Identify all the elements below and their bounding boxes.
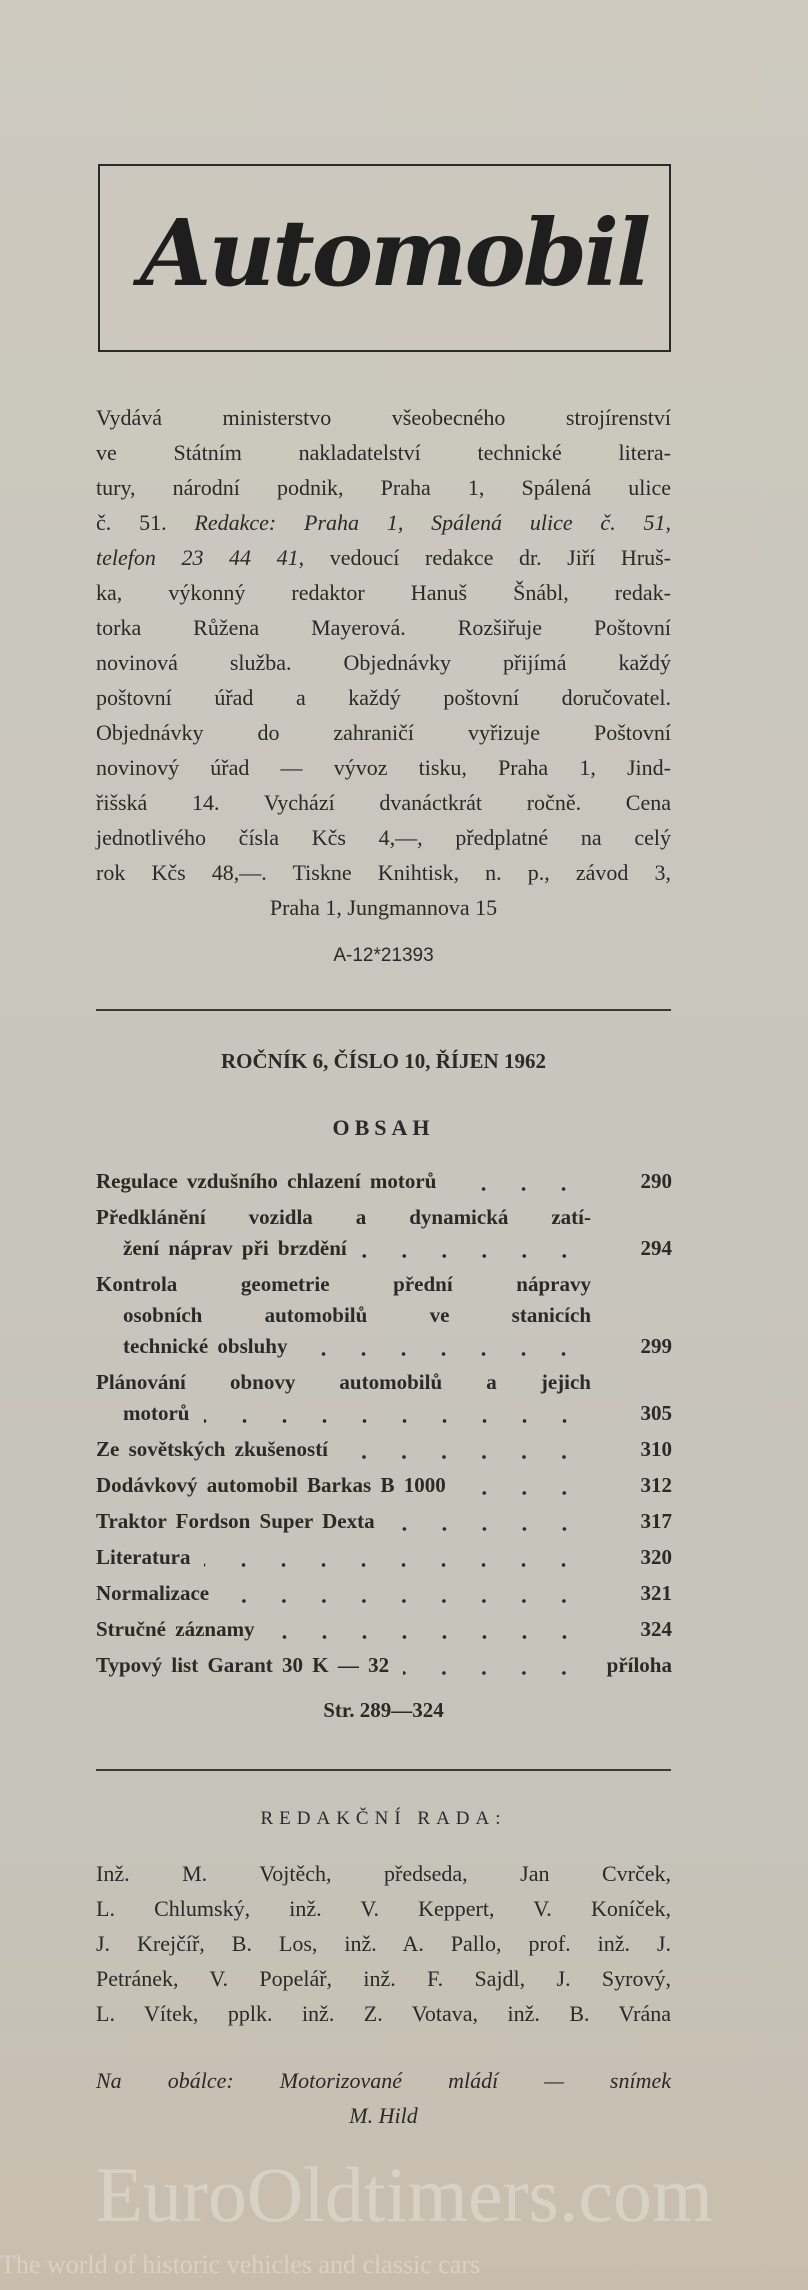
dot-leader	[450, 1166, 584, 1197]
toc-page-number: 321	[640, 1581, 672, 1605]
toc-title: Stručné záznamy	[96, 1617, 255, 1641]
imprint-line: jednotlivého čísla Kčs 4,—, předplatné na celý	[96, 825, 671, 850]
table-of-contents	[96, 1166, 672, 1686]
watermark: EuroOldtimers.com	[95, 2151, 713, 2238]
board-member-line: Petránek, V. Popelář, inž. F. Sajdl, J. Syrový,	[96, 1966, 671, 1991]
toc-entry[interactable]	[96, 1506, 672, 1537]
masthead-logo-box	[98, 164, 671, 352]
toc-line	[96, 1470, 672, 1501]
toc-page-number: 312	[640, 1473, 672, 1497]
toc-title: Traktor Fordson Super Dexta	[96, 1509, 375, 1533]
toc-page-number: 317	[640, 1509, 672, 1533]
toc-title: Typový list Garant 30 K — 32	[96, 1653, 390, 1677]
imprint-line: Praha 1, Jungmannova 15	[269, 895, 498, 920]
toc-title: Normalizace	[96, 1581, 210, 1605]
imprint-line: ka, výkonný redaktor Hanuš Šnábl, redak-	[96, 580, 671, 605]
dot-leader	[342, 1434, 584, 1465]
watermark-tagline: The world of historic vehicles and classic cars	[0, 2250, 481, 2279]
toc-page-number: 320	[640, 1545, 672, 1569]
toc-line	[96, 1233, 672, 1264]
toc-page-number: 294	[640, 1236, 672, 1260]
toc-title: technické obsluhy	[123, 1334, 288, 1358]
print-code: A-12*21393	[333, 945, 434, 966]
contents-heading: OBSAH	[332, 1115, 435, 1140]
toc-line	[96, 1650, 672, 1681]
issue-info: ROČNÍK 6, ČÍSLO 10, ŘÍJEN 1962	[221, 1049, 546, 1073]
toc-line	[96, 1166, 672, 1197]
imprint-line: Objednávky do zahraničí vyřizuje Poštovní	[96, 720, 671, 745]
toc-line	[96, 1367, 672, 1398]
toc-title: Dodávkový automobil Barkas B 1000	[96, 1473, 446, 1497]
imprint-address-italic: telefon 23 44 41	[96, 545, 299, 570]
dot-leader	[361, 1233, 584, 1264]
imprint-line: ve Státním nakladatelství technické litera-	[96, 440, 671, 465]
dot-leader	[269, 1614, 584, 1645]
dot-leader	[301, 1331, 584, 1362]
imprint-paragraph	[96, 400, 671, 925]
toc-line	[96, 1578, 672, 1609]
imprint-line: tury, národní podnik, Praha 1, Spálená ulice	[96, 475, 671, 500]
toc-line	[96, 1542, 672, 1573]
editorial-board-heading: REDAKČNÍ RADA:	[260, 1808, 507, 1829]
toc-entry[interactable]	[96, 1166, 672, 1197]
imprint-line: novinový úřad — vývoz tisku, Praha 1, Jind-	[96, 755, 671, 780]
toc-entry[interactable]	[96, 1650, 672, 1681]
toc-entry[interactable]	[96, 1269, 672, 1362]
toc-page-number: 310	[640, 1437, 672, 1461]
imprint-line	[96, 505, 671, 540]
imprint-line: rok Kčs 48,—. Tiskne Knihtisk, n. p., závod 3,	[96, 860, 671, 885]
toc-title: Plánování obnovy automobilů a jejich	[96, 1370, 591, 1394]
toc-title: Ze sovětských zkušeností	[96, 1437, 329, 1461]
toc-entry[interactable]	[96, 1578, 672, 1609]
toc-entry[interactable]	[96, 1470, 672, 1501]
toc-title: žení náprav při brzdění	[123, 1236, 347, 1260]
imprint-text: č. 51.	[96, 510, 195, 535]
toc-page-number: 305	[640, 1401, 672, 1425]
dot-leader	[403, 1650, 584, 1681]
board-member-line: L. Chlumský, inž. V. Keppert, V. Koníček,	[96, 1896, 671, 1921]
masthead-logo: Automobil	[140, 199, 649, 307]
toc-page-number: příloha	[606, 1653, 672, 1677]
toc-page-number: 290	[640, 1169, 672, 1193]
toc-line	[96, 1202, 672, 1233]
toc-page-number: 324	[640, 1617, 672, 1641]
divider-bottom	[96, 1769, 671, 1771]
toc-line	[96, 1269, 672, 1300]
imprint-line: novinová služba. Objednávky přijímá každý	[96, 650, 671, 675]
dot-leader	[460, 1470, 584, 1501]
imprint-line: řišská 14. Vychází dvanáctkrát ročně. Cena	[96, 790, 671, 815]
toc-title: Předklánění vozidla a dynamická zatí-	[96, 1205, 591, 1229]
imprint-address-italic: Redakce: Praha 1, Spálená ulice č. 51,	[194, 510, 672, 535]
dot-leader	[204, 1398, 585, 1429]
toc-line	[96, 1434, 672, 1465]
toc-entry[interactable]	[96, 1367, 672, 1429]
editorial-board-list	[96, 1856, 671, 2031]
board-member-line: J. Krejčíř, B. Los, inž. A. Pallo, prof. inž. J.	[96, 1931, 671, 1956]
imprint-line: poštovní úřad a každý poštovní doručovatel.	[96, 685, 671, 710]
toc-page-number: 299	[640, 1334, 672, 1358]
toc-entry[interactable]	[96, 1202, 672, 1264]
toc-line	[96, 1614, 672, 1645]
toc-line	[96, 1506, 672, 1537]
imprint-text: , vedoucí redakce dr. Jiří Hruš-	[298, 545, 671, 570]
imprint-line	[96, 540, 671, 575]
toc-entry[interactable]	[96, 1434, 672, 1465]
divider-top	[96, 1009, 671, 1011]
toc-line	[96, 1300, 672, 1331]
toc-entry[interactable]	[96, 1542, 672, 1573]
imprint-line: Vydává ministerstvo všeobecného strojírenství	[96, 405, 671, 430]
toc-title: Kontrola geometrie přední nápravy	[96, 1272, 591, 1296]
dot-leader	[223, 1578, 584, 1609]
cover-credit	[96, 2063, 671, 2133]
toc-title: Regulace vzdušního chlazení motorů	[96, 1169, 437, 1193]
board-member-line: L. Vítek, pplk. inž. Z. Votava, inž. B. Vrána	[96, 2001, 671, 2026]
dot-leader	[389, 1506, 584, 1537]
cover-photographer: M. Hild	[349, 2103, 418, 2128]
toc-title: Literatura	[96, 1545, 191, 1569]
board-member-line: Inž. M. Vojtěch, předseda, Jan Cvrček,	[96, 1861, 671, 1886]
toc-line	[96, 1331, 672, 1362]
page-range: Str. 289—324	[323, 1698, 444, 1722]
imprint-line: torka Růžena Mayerová. Rozšiřuje Poštovní	[96, 615, 671, 640]
toc-title: osobních automobilů ve stanicích	[123, 1303, 591, 1327]
toc-line	[96, 1398, 672, 1429]
toc-entry[interactable]	[96, 1614, 672, 1645]
cover-credit-line: Na obálce: Motorizované mládí — snímek	[96, 2068, 671, 2093]
dot-leader	[204, 1542, 584, 1573]
toc-title: motorů	[123, 1401, 190, 1425]
